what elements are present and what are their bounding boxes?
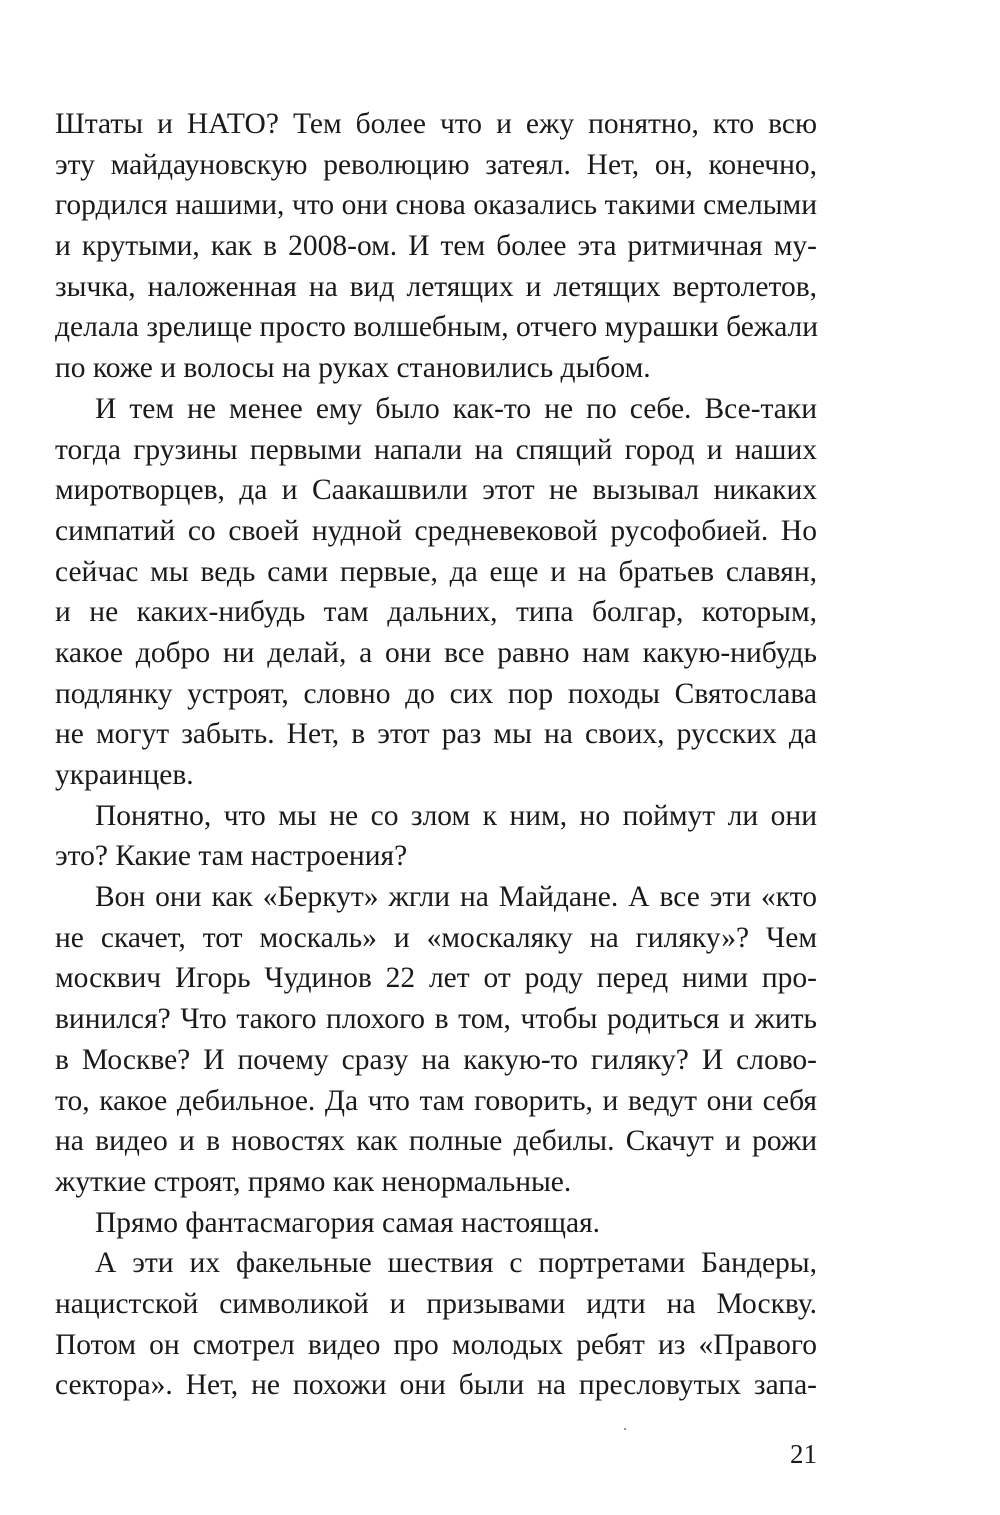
text-line: И тем не менее ему было как-то не по себе. Все-таки (95, 392, 817, 425)
page-number: 21 (790, 1439, 817, 1469)
text-line: то, какое дебильное. Да что там говорить, и ведут они себя (55, 1084, 817, 1117)
scan-speck (624, 1428, 626, 1430)
text-line: подлянку устроят, словно до сих пор походы Святослава (55, 677, 817, 710)
text-line: Вон они как «Беркут» жгли на Майдане. А все эти «кто (95, 881, 817, 914)
text-line: сейчас мы ведь сами первые, да еще и на братьев славян, (55, 555, 817, 588)
text-line: москвич Игорь Чудинов 22 лет от роду перед ними про- (55, 962, 817, 995)
text-line: не скачет, тот москаль» и «москаляку на гиляку»? Чем (55, 921, 817, 954)
paragraph-6 (55, 1243, 817, 1406)
text-line: в Москве? И почему сразу на какую-то гиляку? И слово- (55, 1043, 817, 1076)
text-line: это? Какие там настроения? (55, 840, 408, 873)
paragraph-2 (55, 389, 817, 796)
text-line: Штаты и НАТО? Тем более что и ежу понятно, кто всю (55, 108, 817, 140)
text-line: миротворцев, да и Саакашвили этот не вызывал никаких (55, 474, 817, 507)
paragraph-1 (55, 104, 817, 389)
text-line: жуткие строят, прямо как ненормальные. (55, 1165, 572, 1198)
text-line: Понятно, что мы не со злом к ним, но поймут ли они (95, 799, 817, 832)
text-line: украинцев. (55, 759, 194, 791)
paragraph-4 (55, 877, 817, 1203)
text-line: не могут забыть. Нет, в этот раз мы на своих, русских да (55, 718, 817, 751)
text-line: Потом он смотрел видео про молодых ребят из «Правого (55, 1328, 817, 1361)
paragraph-5 (55, 1203, 817, 1244)
text-line: по коже и волосы на руках становились дыбом. (55, 352, 651, 385)
text-line: А эти их факельные шествия с портретами Бандеры, (95, 1247, 817, 1280)
text-line: эту майдауновскую революцию затеял. Нет, он, конечно, (55, 148, 817, 181)
paragraph-3 (55, 796, 817, 877)
text-line: и не каких-нибудь там дальних, типа болгар, которым, (55, 596, 817, 629)
page-body (55, 104, 817, 1406)
text-line: тогда грузины первыми напали на спящий город и наших (55, 433, 817, 466)
text-line: сектора». Нет, не похожи они были на пресловутых запа- (55, 1369, 817, 1402)
text-line: какое добро ни делай, а они все равно нам какую-нибудь (55, 636, 817, 669)
text-line: Прямо фантасмагория самая настоящая. (95, 1206, 601, 1239)
text-line: гордился нашими, что они снова оказались такими смелыми (55, 189, 817, 222)
text-line: на видео и в новостях как полные дебилы. Скачут и рожи (55, 1125, 817, 1158)
text-line: делала зрелище просто волшебным, отчего мурашки бежали (55, 311, 819, 344)
text-line: нацистской символикой и призывами идти на Москву. (55, 1287, 817, 1320)
text-line: и крутыми, как в 2008-ом. И тем более эта ритмичная му- (55, 230, 817, 263)
text-line: винился? Что такого плохого в том, чтобы родиться и жить (55, 1003, 817, 1036)
text-line: симпатий со своей нудной средневековой русофобией. Но (55, 514, 817, 547)
text-line: зычка, наложенная на вид летящих и летящих вертолетов, (55, 270, 817, 303)
